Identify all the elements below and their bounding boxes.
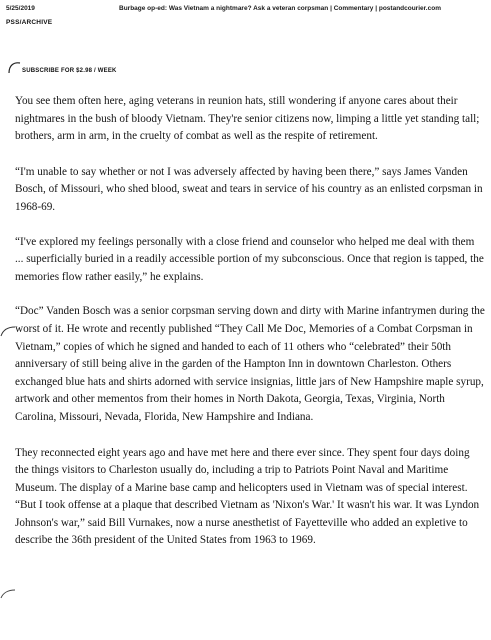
print-page-title: Burbage op-ed: Was Vietnam a nightmare? Ask a veteran corpsman | Commentary | postandcourier.com [119,5,441,12]
margin-mark-icon [0,587,16,599]
article-paragraph: “Doc” Vanden Bosch was a senior corpsman serving down and dirty with Marine infantrymen during the worst of it. He wrote and recently published “They Call Me Doc, Memories of a Combat Corpsman in Vietnam,” copies of which he signed and handed to each of 11 others who “celebrated” their 50th anniversary of still being alive in the garden of the Hampton Inn in downtown Charleston. Others exchanged blue hats and shirts adorned with service insignias, little jars of New Hampshire maple syrup, artwork and other mementos from their homes in North Dakota, Georgia, Texas, Virginia, North Carolina, Missouri, Nevada, Florida, New Hampshire and Indiana. [15,305,485,423]
article-body [15,93,485,568]
article-paragraph: “I've explored my feelings personally with a close friend and counselor who helped me deal with them ... superficially buried in a readily accessible portion of my subconscious. Once that region is tapped, the memories flow rather easily,” he explains. [15,235,484,283]
article-paragraph: They reconnected eight years ago and have met here and there ever since. They spent four days doing the things visitors to Charleston usually do, including a trip to Patriots Point Naval and Maritime Museum. The display of a Marine base camp and helicopters used in Vietnam was of special interest. “But I took offense at a plaque that described Vietnam as 'Nixon's War.' It wasn't his war. It was Lyndon Johnson's war,” said Bill Vurnakes, now a nurse anesthetist of Fayetteville who added an expletive to describe the 36th president of the United States from 1963 to 1969. [15,446,480,547]
print-date: 5/25/2019 [6,5,35,12]
margin-mark-icon [0,325,16,337]
margin-mark-icon [8,60,22,74]
article-paragraph: “I'm unable to say whether or not I was adversely affected by having been there,” says James Vanden Bosch, of Missouri, who shed blood, sweat and tears in service of his country as an enlisted corpsman in 1968-69. [15,165,483,213]
section-label: PSS/ARCHIVE [6,19,53,26]
subscribe-link[interactable]: SUBSCRIBE FOR $2.98 / WEEK [22,68,117,74]
article-paragraph: You see them often here, aging veterans in reunion hats, still wondering if anyone cares about their nightmares in the bush of bloody Vietnam. They're senior citizens now, limping a little yet standing tall; brothers, arm in arm, in the cruelty of combat as well as the respite of retirement. [15,95,480,143]
